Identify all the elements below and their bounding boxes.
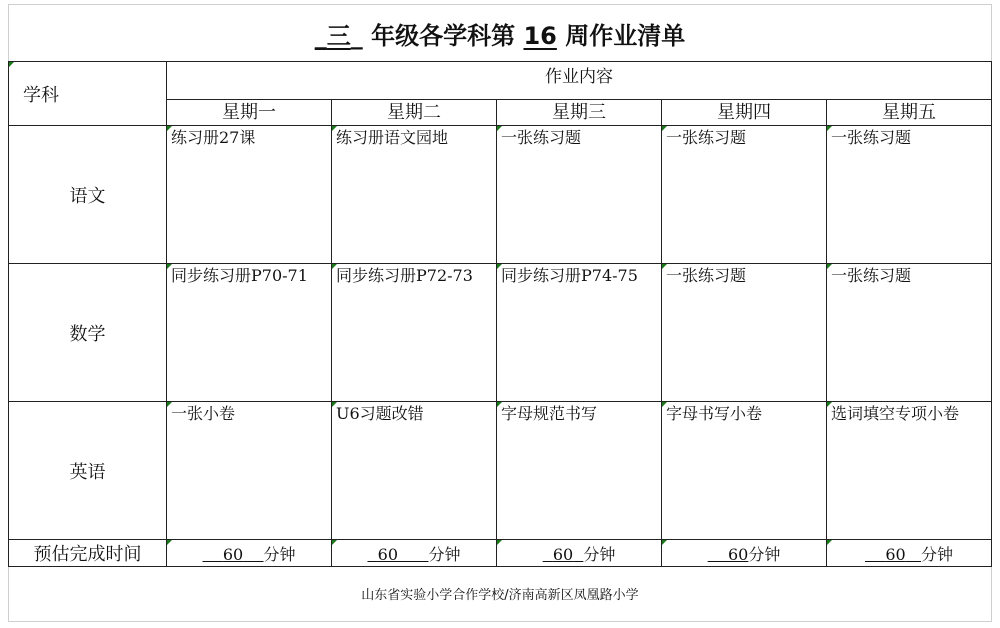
homework-cell: 一张练习题 bbox=[662, 264, 827, 402]
time-minutes: 60 bbox=[727, 544, 749, 564]
page-title bbox=[8, 18, 992, 54]
table-row bbox=[9, 264, 992, 402]
homework-cell: 一张小卷 bbox=[167, 402, 332, 540]
homework-cell: 同步练习册P74-75 bbox=[497, 264, 662, 402]
title-mid: _ 年级各学科第 bbox=[350, 22, 524, 50]
day-header: 星期五 bbox=[827, 100, 992, 126]
time-minutes: 60 bbox=[222, 544, 244, 564]
time-unit: 分钟 bbox=[920, 544, 953, 564]
title-week: 16 bbox=[523, 22, 557, 50]
time-minutes: 60 bbox=[377, 544, 398, 564]
homework-table bbox=[8, 61, 992, 567]
time-unit: 分钟 bbox=[263, 544, 296, 564]
title-prefix: _ bbox=[314, 22, 327, 50]
title-suffix: 周作业清单 bbox=[556, 22, 686, 50]
homework-cell: 一张练习题 bbox=[662, 126, 827, 264]
day-header: 星期二 bbox=[332, 100, 497, 126]
time-cell bbox=[332, 540, 497, 567]
time-cell bbox=[662, 540, 827, 567]
day-header: 星期三 bbox=[497, 100, 662, 126]
time-cell bbox=[167, 540, 332, 567]
time-unit: 分钟 bbox=[748, 544, 781, 564]
day-header: 星期四 bbox=[662, 100, 827, 126]
subject-header: 学科 bbox=[9, 62, 167, 126]
table-row bbox=[9, 402, 992, 540]
homework-cell: 练习册27课 bbox=[167, 126, 332, 264]
time-minutes: 60 bbox=[552, 544, 574, 564]
time-unit: 分钟 bbox=[583, 544, 616, 564]
subject-chinese: 语文 bbox=[9, 126, 167, 264]
homework-cell: U6习题改错 bbox=[332, 402, 497, 540]
time-cell bbox=[497, 540, 662, 567]
header-row bbox=[9, 62, 992, 100]
title-grade: 三 bbox=[326, 22, 351, 50]
time-label: 预估完成时间 bbox=[9, 540, 167, 567]
content-header: 作业内容 bbox=[167, 62, 992, 100]
homework-cell: 同步练习册P70-71 bbox=[167, 264, 332, 402]
subject-english: 英语 bbox=[9, 402, 167, 540]
time-unit: 分钟 bbox=[428, 544, 461, 564]
homework-cell: 一张练习题 bbox=[827, 126, 992, 264]
homework-cell: 一张练习题 bbox=[497, 126, 662, 264]
day-header: 星期一 bbox=[167, 100, 332, 126]
homework-cell: 选词填空专项小卷 bbox=[827, 402, 992, 540]
homework-cell: 一张练习题 bbox=[827, 264, 992, 402]
table-row bbox=[9, 126, 992, 264]
school-footer: 山东省实验小学合作学校/济南高新区凤凰路小学 bbox=[361, 588, 639, 603]
homework-cell: 字母规范书写 bbox=[497, 402, 662, 540]
homework-cell: 同步练习册P72-73 bbox=[332, 264, 497, 402]
subject-math: 数学 bbox=[9, 264, 167, 402]
time-cell bbox=[827, 540, 992, 567]
homework-cell: 字母书写小卷 bbox=[662, 402, 827, 540]
time-minutes: 60 bbox=[885, 544, 906, 564]
time-row bbox=[9, 540, 992, 567]
homework-cell: 练习册语文园地 bbox=[332, 126, 497, 264]
